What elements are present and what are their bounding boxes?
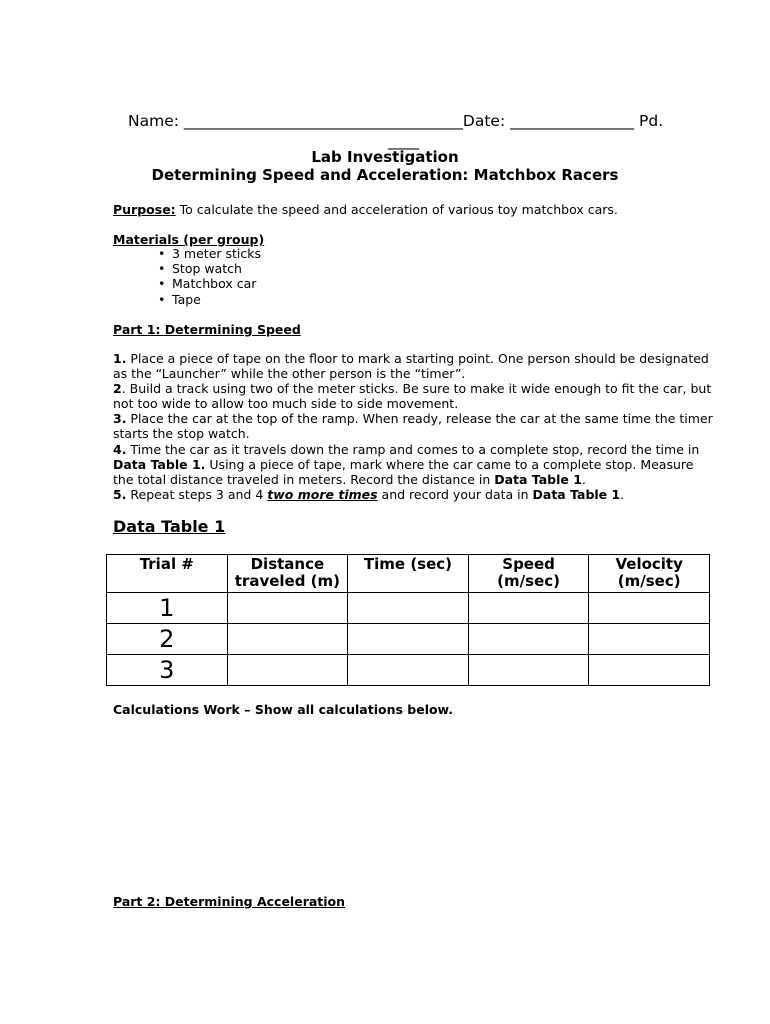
time-cell[interactable] <box>348 593 469 624</box>
materials-item: • Stop watch <box>158 261 261 276</box>
step-5 <box>113 487 713 502</box>
step-number: 2 <box>113 381 122 397</box>
step-table-ref: Data Table 1. <box>113 456 206 472</box>
step-1 <box>113 351 713 381</box>
step-2 <box>113 381 713 411</box>
trial-number-cell: 3 <box>107 655 228 686</box>
step-text: Repeat steps 3 and 4 <box>126 486 268 502</box>
step-number: 1. <box>113 351 127 366</box>
step-text: Place a piece of tape on the floor to mark a starting point. One person should be designated as the “Launcher” while the other person is the “timer”. <box>113 351 709 382</box>
speed-cell[interactable] <box>468 593 589 624</box>
part1-steps <box>113 351 713 502</box>
column-header-time: Time (sec) <box>348 555 469 593</box>
column-header-speed: Speed (m/sec) <box>468 555 589 593</box>
distance-cell[interactable] <box>227 624 348 655</box>
step-emphasis: two more times <box>267 486 378 502</box>
distance-cell[interactable] <box>227 655 348 686</box>
period-blank[interactable]: ____ <box>388 132 419 150</box>
step-text: . <box>620 486 625 502</box>
column-header-velocity: Velocity (m/sec) <box>589 555 710 593</box>
header-line <box>128 111 688 131</box>
step-4 <box>113 442 713 487</box>
trial-number-cell: 1 <box>107 593 228 624</box>
speed-cell[interactable] <box>468 655 589 686</box>
materials-item: • Tape <box>158 292 261 307</box>
name-blank[interactable]: ____________________________________ <box>183 112 463 130</box>
title-line-2: Determining Speed and Acceleration: Matchbox Racers <box>151 166 619 184</box>
materials-item: • 3 meter sticks <box>158 246 261 261</box>
step-3 <box>113 411 713 441</box>
purpose <box>113 202 618 217</box>
step-number: 3. <box>113 411 127 427</box>
time-cell[interactable] <box>348 655 469 686</box>
materials-item: • Matchbox car <box>158 276 261 291</box>
date-label: Date: <box>462 112 506 130</box>
step-text: and record your data in <box>377 486 533 502</box>
step-text: Time the car as it travels down the ramp and comes to a complete stop, record the time in <box>126 441 700 457</box>
velocity-cell[interactable] <box>589 624 710 655</box>
column-header-distance: Distance traveled (m) <box>227 555 348 593</box>
materials-heading: Materials (per group) <box>113 232 265 247</box>
part2-heading: Part 2: Determining Acceleration <box>113 894 346 909</box>
purpose-text: To calculate the speed and acceleration of various toy matchbox cars. <box>175 202 618 217</box>
table-row <box>107 624 710 655</box>
materials-list <box>158 246 261 307</box>
date-blank[interactable]: ________________ <box>510 112 635 130</box>
speed-cell[interactable] <box>468 624 589 655</box>
step-table-ref: Data Table 1 <box>494 471 582 487</box>
step-text: Using a piece of tape, mark where the car came to a complete stop. Measure the total distance traveled in meters. Record the distance in <box>113 456 694 487</box>
column-header-trial: Trial # <box>107 555 228 593</box>
step-text: . <box>581 471 586 487</box>
step-text: Place the car at the top of the ramp. When ready, release the car at the same time the timer starts the stop watch. <box>113 411 713 442</box>
step-table-ref: Data Table 1 <box>532 486 621 502</box>
part1-heading: Part 1: Determining Speed <box>113 322 301 337</box>
trial-number-cell: 2 <box>107 624 228 655</box>
table-header-row <box>107 555 710 593</box>
step-number: 4. <box>113 441 127 457</box>
table-row <box>107 655 710 686</box>
velocity-cell[interactable] <box>589 655 710 686</box>
data-table-heading: Data Table 1 <box>113 517 226 536</box>
data-table-1 <box>106 554 710 686</box>
period-label: Pd. <box>639 112 664 130</box>
name-label: Name: <box>128 112 179 130</box>
velocity-cell[interactable] <box>589 593 710 624</box>
distance-cell[interactable] <box>227 593 348 624</box>
step-number: 5. <box>113 486 127 502</box>
title-line-1: Lab Investigation <box>311 148 459 166</box>
step-text: . Build a track using two of the meter sticks. Be sure to make it wide enough to fit the car, but not too wide to allow too much side to side movement. <box>113 381 712 412</box>
calculations-heading: Calculations Work – Show all calculations below. <box>113 702 454 717</box>
time-cell[interactable] <box>348 624 469 655</box>
table-row <box>107 593 710 624</box>
purpose-label: Purpose: <box>113 202 176 217</box>
